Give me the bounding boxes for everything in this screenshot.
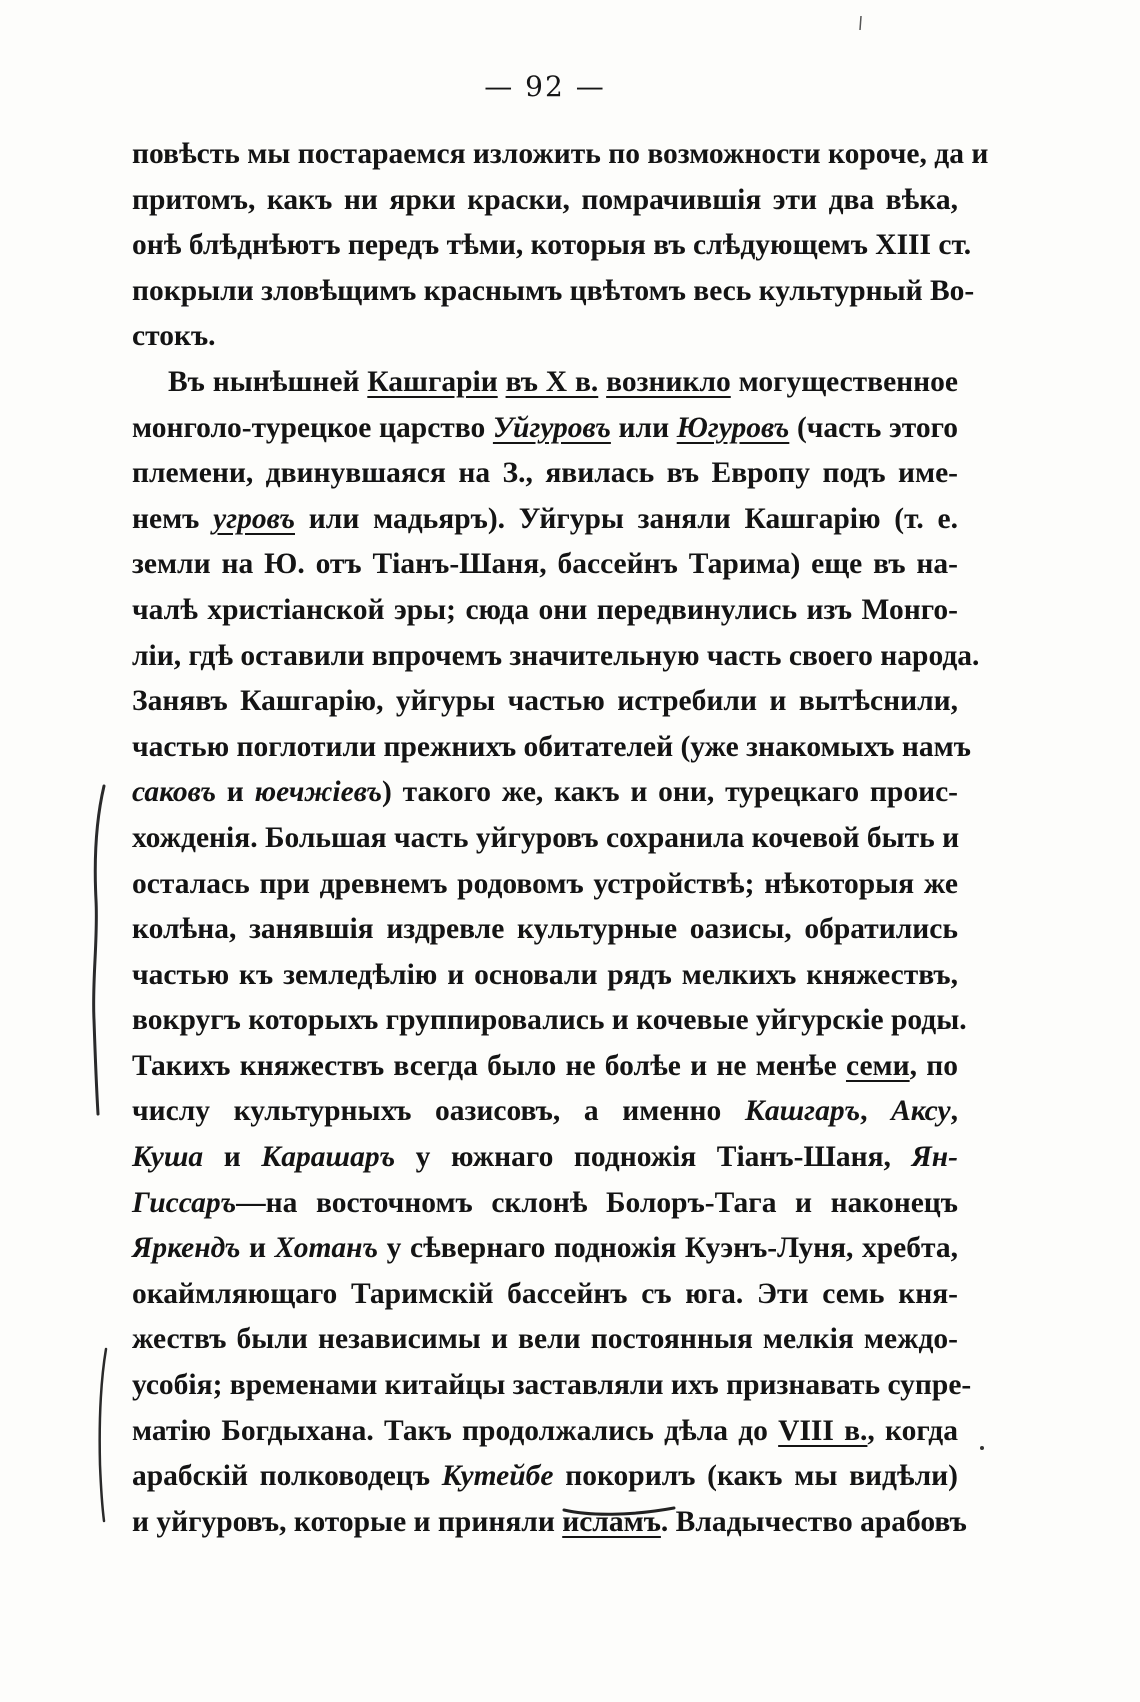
text-line: частью поглотили прежнихъ обитателей (уже знакомыхъ намъ <box>132 730 971 763</box>
text-run: у сѣвернаго подножія Куэнъ-Луня, хребта, <box>378 1232 959 1265</box>
italic-word: юечжіевъ <box>254 776 383 809</box>
text-run: могущественное <box>730 365 959 398</box>
italic-underlined-word: угровъ <box>213 502 295 535</box>
margin-speck <box>856 14 866 34</box>
text-line: племени, двинувшаяся на З., явилась въ Европу подъ име- <box>132 457 958 490</box>
text-line <box>132 1500 967 1546</box>
text-run <box>498 366 506 398</box>
italic-word: Карашаръ <box>261 1141 396 1174</box>
italic-underlined-word: Югуровъ <box>676 411 790 444</box>
text-run: , <box>860 1095 892 1128</box>
italic-underlined-word: Уйгуровъ <box>492 411 611 444</box>
text-line: жествъ были независимы и вели постоянныя мелкія междо- <box>132 1323 958 1356</box>
text-run: (часть этого <box>789 411 958 444</box>
text-line: частью къ земледѣлію и основали рядъ мелкихъ княжествъ, <box>132 958 958 991</box>
margin-bracket-lower <box>86 1345 122 1525</box>
text-run: арабскій полководецъ <box>132 1460 442 1493</box>
body-text <box>132 132 989 1545</box>
text-line: колѣна, занявшія издревле культурные оазисы, обратились <box>132 913 958 946</box>
text-line <box>132 1135 958 1181</box>
underlined-word: исламъ <box>562 1505 661 1538</box>
text-line <box>132 1454 958 1500</box>
italic-word: Яркендъ <box>132 1232 241 1265</box>
text-run: , по <box>909 1049 959 1082</box>
text-run: или <box>610 411 677 444</box>
paragraph-2 <box>132 360 980 1545</box>
text-run: и <box>216 776 255 809</box>
text-line: осталась при древнемъ родовомъ устройствѣ; нѣкоторыя же <box>132 867 958 900</box>
text-line: чалѣ христіанской эры; сюда они передвинулись изъ Монго- <box>132 593 958 626</box>
text-run <box>598 366 606 398</box>
text-run: , <box>950 1095 958 1128</box>
italic-word: Хотанъ <box>274 1232 379 1265</box>
paragraph-1 <box>132 132 989 360</box>
text-line: усобія; временами китайцы заставляли ихъ признавать супре- <box>132 1369 972 1402</box>
text-line: вокругъ которыхъ группировались и кочевые уйгурскіе роды. <box>132 1004 967 1037</box>
text-run: покорилъ (какъ мы видѣли) <box>553 1460 958 1493</box>
text-line <box>132 1226 958 1272</box>
italic-word: Кутейбе <box>441 1460 554 1493</box>
text-line <box>132 360 958 406</box>
italic-word: Кашгаръ <box>744 1095 861 1128</box>
text-run: монголо-турецкое царство <box>132 411 493 444</box>
italic-word: саковъ <box>132 776 216 809</box>
text-run: немъ <box>132 502 214 535</box>
text-line <box>132 1044 958 1090</box>
text-run: или мадьяръ). Уйгуры заняли Кашгарію (т. е. <box>295 502 958 535</box>
text-run: —на восточномъ склонѣ Болоръ-Тага и наконецъ <box>236 1186 958 1219</box>
text-line: онѣ блѣднѣютъ передъ тѣми, которыя въ слѣдующемъ XIII ст. <box>132 229 972 262</box>
text-line <box>132 1181 958 1227</box>
text-run: Такихъ княжествъ всегда было не болѣе и не менѣе <box>132 1049 846 1082</box>
text-run: ) такого же, какъ и они, турецкаго проис- <box>382 776 959 809</box>
text-line: стокъ. <box>132 320 216 353</box>
italic-word: Гиссаръ <box>132 1186 237 1219</box>
text-line: притомъ, какъ ни ярки краски, помрачившія эти два вѣка, <box>132 183 958 216</box>
text-line <box>132 406 958 452</box>
text-line: ліи, гдѣ оставили впрочемъ значительную часть своего народа. <box>132 639 980 672</box>
text-line: земли на Ю. отъ Тіанъ-Шаня, бассейнъ Тарима) еще въ на- <box>132 548 958 581</box>
underlined-word: семи <box>845 1049 910 1082</box>
underlined-word: VIII в. <box>778 1414 868 1447</box>
text-run: Въ нынѣшней <box>168 365 368 398</box>
italic-word: Куша <box>132 1141 204 1174</box>
margin-bracket-upper <box>82 780 122 1120</box>
text-line: покрыли зловѣщимъ краснымъ цвѣтомъ весь культурный Во- <box>132 274 975 307</box>
underlined-word: Кашгаріи <box>367 365 498 398</box>
text-run: и <box>203 1141 262 1174</box>
text-run: и <box>240 1232 275 1265</box>
text-run: у южнаго подножія Тіанъ-Шаня, <box>395 1141 912 1174</box>
text-line: Занявъ Кашгарію, уйгуры частью истребили и вытѣснили, <box>132 685 958 718</box>
text-line: окаймляющаго Таримскій бассейнъ съ юга. Эти семь кня- <box>132 1277 958 1310</box>
text-run: . Владычество арабовъ <box>660 1505 967 1538</box>
underlined-word: въ X в. <box>505 365 599 398</box>
underlined-word: возникло <box>606 365 731 398</box>
text-line <box>132 1409 958 1455</box>
text-run: и уйгуровъ, которые и приняли <box>132 1505 563 1538</box>
italic-word: Ян- <box>911 1141 959 1174</box>
text-line <box>132 497 958 543</box>
text-line <box>132 770 958 816</box>
page-number: — 92 — <box>484 70 606 103</box>
text-line: хожденія. Большая часть уйгуровъ сохранила кочевой быть и <box>132 821 960 854</box>
text-line: повѣсть мы постараемся изложить по возможности короче, да и <box>132 138 989 170</box>
text-line <box>132 1089 958 1135</box>
text-run: числу культурныхъ оазисовъ, а именно <box>132 1095 745 1128</box>
italic-word: Аксу <box>891 1095 951 1128</box>
text-run: , когда <box>867 1414 958 1447</box>
text-run: матію Богдыхана. Такъ продолжались дѣла до <box>132 1414 779 1447</box>
margin-dot <box>974 1440 990 1456</box>
